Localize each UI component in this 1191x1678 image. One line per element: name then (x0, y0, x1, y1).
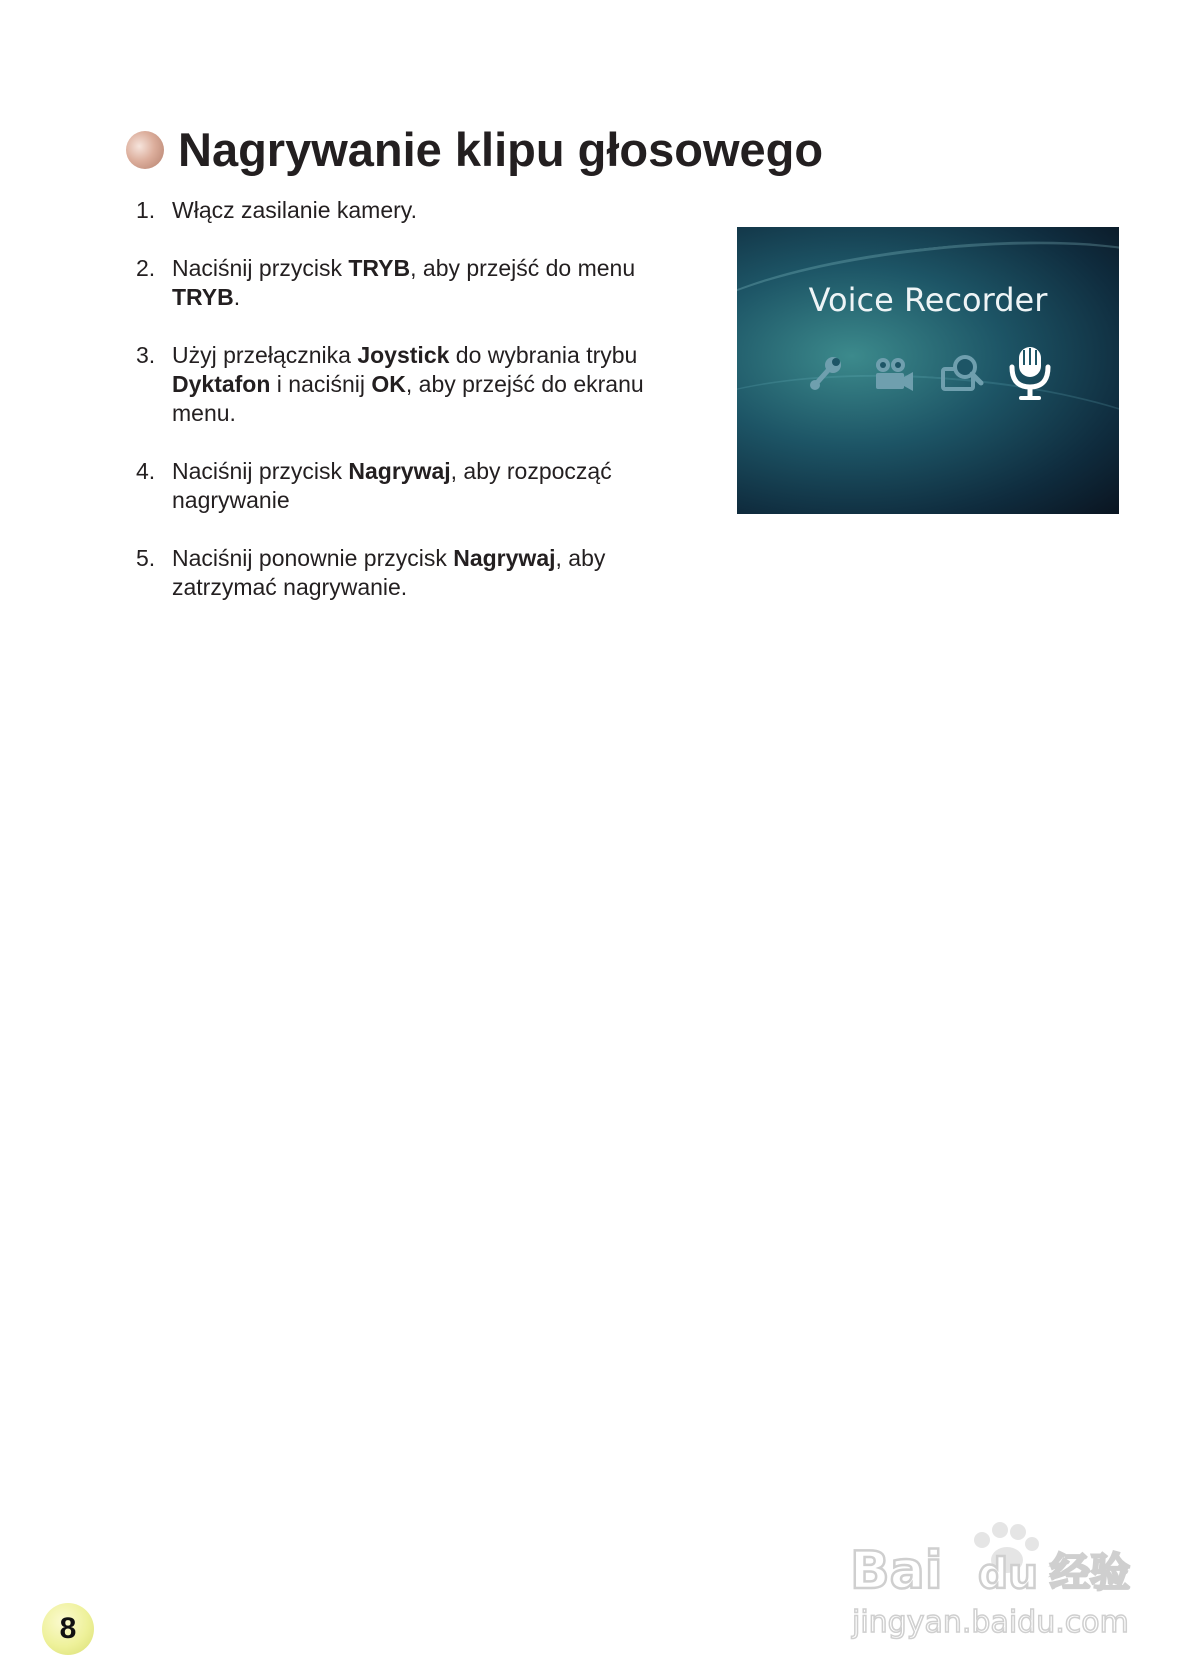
step-keyword: Dyktafon (172, 371, 271, 397)
step-keyword: TRYB (348, 255, 411, 281)
svg-text:jingyan.baidu.com: jingyan.baidu.com (852, 1605, 1129, 1640)
step-text: Naciśnij ponownie przycisk (172, 545, 454, 571)
step-keyword: TRYB (172, 284, 234, 310)
step-text: Użyj przełącznika (172, 342, 358, 368)
heading-bullet (126, 131, 164, 169)
step-text: do wybrania trybu (449, 342, 638, 368)
video-camera-icon (871, 355, 915, 400)
svg-text:经验: 经验 (1050, 1550, 1130, 1596)
step-keyword: OK (371, 371, 406, 397)
step-2 (136, 254, 696, 312)
step-text: Naciśnij przycisk (172, 458, 349, 484)
step-4 (136, 457, 696, 515)
baidu-watermark-logo (850, 1510, 1140, 1650)
page-number: 8 (42, 1603, 94, 1655)
step-text: . (233, 284, 241, 310)
step-number: 3. (136, 342, 156, 368)
steps-list (136, 196, 696, 602)
step-number: 4. (136, 458, 156, 484)
wrench-icon (805, 353, 845, 398)
step-number: 1. (136, 197, 156, 223)
heading (126, 122, 823, 177)
step-1 (136, 196, 696, 225)
step-keyword: Joystick (357, 342, 450, 368)
step-3 (136, 341, 696, 428)
svg-text:du: du (978, 1549, 1038, 1598)
step-text: , aby rozpocząć nagrywanie (172, 458, 612, 513)
microphone-icon (1005, 345, 1055, 406)
screen-title: Voice Recorder (808, 281, 1048, 319)
step-text: , aby przejść do ekranu menu. (172, 371, 644, 426)
mode-icons (805, 345, 1065, 399)
step-5 (136, 544, 696, 602)
svg-text:Bai: Bai (850, 1541, 943, 1601)
step-keyword: Nagrywaj (348, 458, 451, 484)
step-number: 5. (136, 545, 156, 571)
step-number: 2. (136, 255, 156, 281)
magnifier-icon (941, 353, 985, 398)
step-text: Naciśnij przycisk (172, 255, 349, 281)
camera-screen (737, 227, 1119, 514)
page-title: Nagrywanie klipu głosowego (178, 123, 824, 176)
step-text: , aby przejść do menu (410, 255, 636, 281)
step-text: , aby zatrzymać nagrywanie. (172, 545, 606, 600)
step-keyword: Nagrywaj (453, 545, 556, 571)
step-text: i naciśnij (270, 371, 372, 397)
step-text: Włącz zasilanie kamery. (172, 197, 417, 223)
